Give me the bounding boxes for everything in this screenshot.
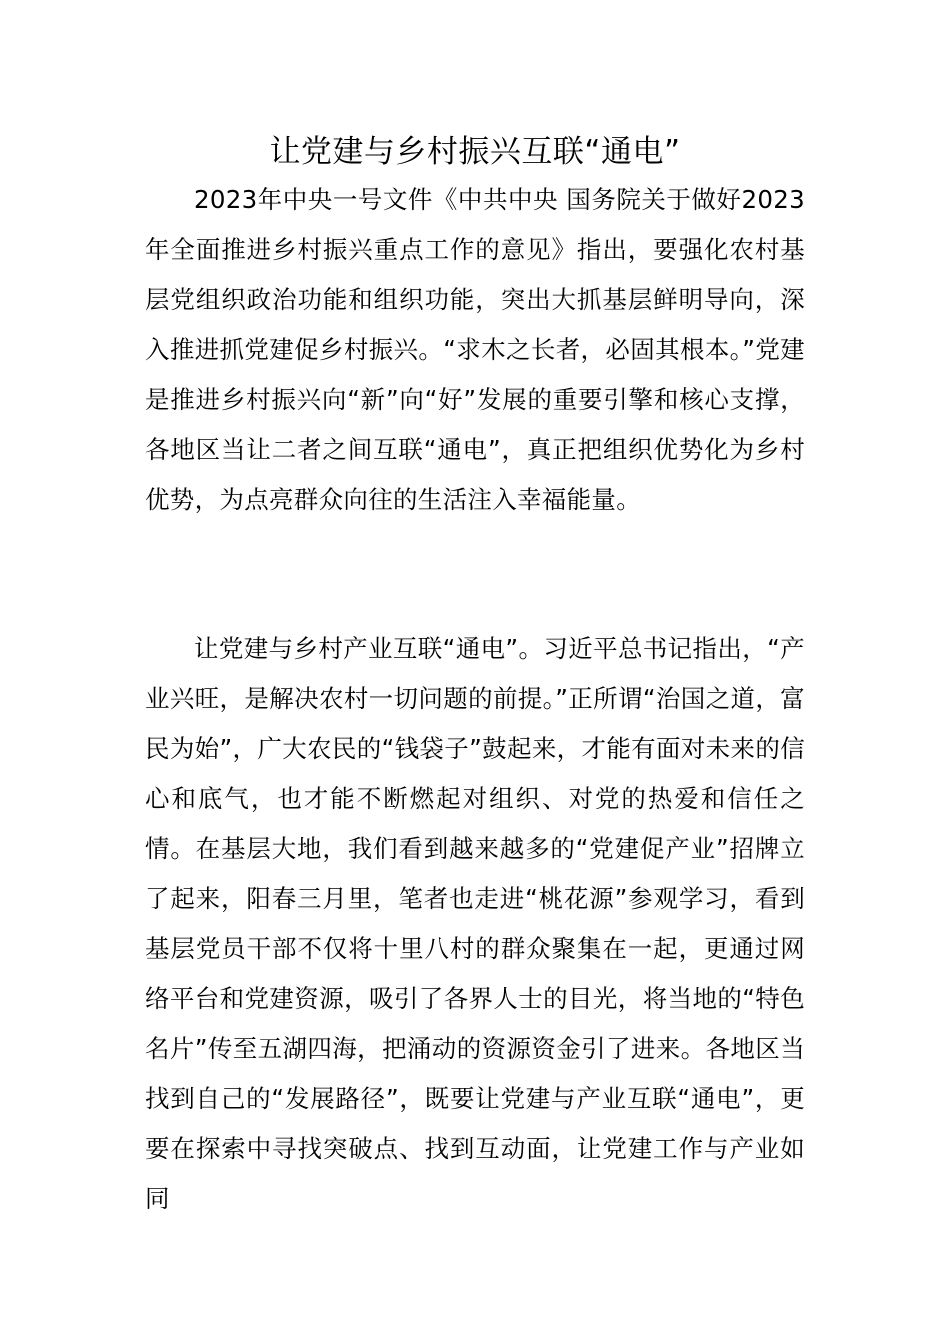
paragraph-1: 2023年中央一号文件《中共中央 国务院关于做好2023年全面推进乡村振兴重点工作的意见》指出，要强化农村基层党组织政治功能和组织功能，突出大抓基层鲜明导向，深入推进抓党建促乡村振兴。“求木之长者，必固其根本。”党建是推进乡村振兴向“新”向“好”发展的重要引擎和核心支撑，各地区当让二者之间互联“通电”，真正把组织优势化为乡村优势，为点亮群众向往的生活注入幸福能量。: [145, 185, 805, 514]
document-title: 让党建与乡村振兴互联“通电”: [269, 134, 681, 170]
paragraph-2: 让党建与乡村产业互联“通电”。习近平总书记指出，“产业兴旺，是解决农村一切问题的前提。”正所谓“治国之道，富民为始”，广大农民的“钱袋子”鼓起来，才能有面对未来的信心和底气，也才能不断燃起对组织、对党的热爱和信任之情。在基层大地，我们看到越来越多的“党建促产业”招牌立了起来，阳春三月里，笔者也走进“桃花源”参观学习，看到基层党员干部不仅将十里八村的群众聚集在一起，更通过网络平台和党建资源，吸引了各界人士的目光，将当地的“特色名片”传至五湖四海，把涌动的资源资金引了进来。各地区当找到自己的“发展路径”，既要让党建与产业互联“通电”，更要在探索中寻找突破点、找到互动面，让党建工作与产业如同: [145, 634, 805, 1213]
